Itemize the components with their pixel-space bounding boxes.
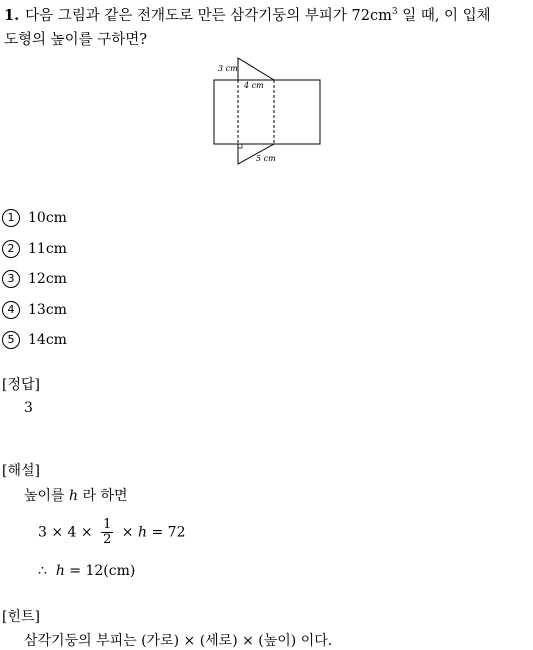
answer-header: [정답] bbox=[2, 377, 40, 393]
choice-2[interactable] bbox=[2, 240, 67, 258]
answer-value: 3 bbox=[24, 400, 33, 416]
prism-net-diagram bbox=[208, 56, 328, 168]
unit-exponent: 3 bbox=[391, 7, 398, 18]
choice-3[interactable] bbox=[2, 270, 67, 288]
label-4cm: 4 cm bbox=[244, 81, 264, 90]
explanation-header: [해설] bbox=[2, 463, 40, 479]
label-5cm: 5 cm bbox=[256, 154, 276, 163]
equation-part-a: 3 × 4 × bbox=[38, 524, 98, 541]
fraction-numerator: 1 bbox=[103, 517, 112, 532]
choice-1[interactable] bbox=[2, 209, 67, 227]
choice-2-marker: 2 bbox=[2, 240, 20, 258]
explanation-line1 bbox=[24, 485, 128, 505]
conclusion-value: = 12(cm) bbox=[64, 563, 136, 579]
choice-5-text: 14cm bbox=[28, 332, 67, 348]
one-half-fraction bbox=[101, 518, 113, 547]
top-triangle bbox=[238, 58, 274, 80]
question-line1-end: 일 때, 이 입체 bbox=[397, 8, 491, 24]
choice-4-marker: 4 bbox=[2, 301, 20, 319]
question-line2: 도형의 높이를 구하면? bbox=[4, 32, 148, 48]
choice-3-text: 12cm bbox=[28, 271, 67, 287]
question-line1: 다음 그림과 같은 전개도로 만든 삼각기둥의 부피가 72cm bbox=[25, 8, 392, 24]
question-text bbox=[4, 4, 529, 52]
choice-1-text: 10cm bbox=[28, 210, 67, 226]
conclusion-line bbox=[38, 563, 135, 579]
question-number: 1. bbox=[4, 7, 20, 24]
volume-equation bbox=[38, 518, 185, 547]
right-angle-mark bbox=[238, 144, 242, 148]
fraction-denominator: 2 bbox=[103, 532, 112, 547]
label-3cm: 3 cm bbox=[218, 64, 238, 73]
choice-3-marker: 3 bbox=[2, 270, 20, 288]
choice-4[interactable] bbox=[2, 301, 67, 319]
hint-header: [힌트] bbox=[2, 609, 40, 625]
equation-part-c: = 72 bbox=[147, 524, 186, 541]
therefore-symbol: ∴ bbox=[38, 563, 47, 579]
choice-5[interactable] bbox=[2, 331, 67, 349]
prism-net-figure bbox=[208, 56, 328, 172]
choice-2-text: 11cm bbox=[28, 241, 67, 257]
choice-4-text: 13cm bbox=[28, 302, 67, 318]
equation-var-h: h bbox=[138, 524, 148, 541]
choice-1-marker: 1 bbox=[2, 209, 20, 227]
explanation-text-a: 높이를 bbox=[24, 488, 70, 504]
lateral-faces bbox=[214, 80, 320, 144]
hint-text: 삼각기둥의 부피는 (가로) × (세로) × (높이) 이다. bbox=[24, 633, 333, 649]
conclusion-var-h: h bbox=[55, 563, 65, 579]
equation-part-b: × bbox=[117, 524, 138, 541]
choice-5-marker: 5 bbox=[2, 331, 20, 349]
explanation-text-b: 라 하면 bbox=[78, 488, 128, 504]
explanation-var-h: h bbox=[69, 488, 79, 504]
